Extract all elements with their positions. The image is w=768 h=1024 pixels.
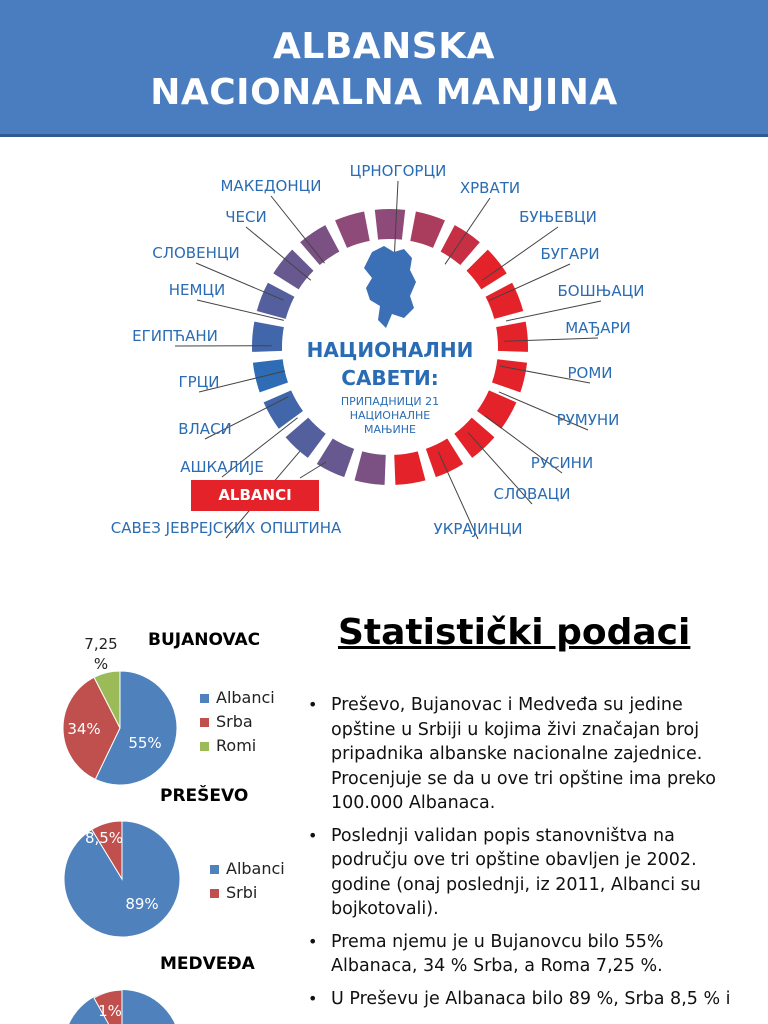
header-title-line1: ALBANSKA: [273, 26, 495, 67]
albanci-highlight-label: ALBANCI: [191, 480, 319, 511]
ring-segment: [264, 390, 303, 428]
center-title-line2: САВЕТИ:: [341, 366, 439, 390]
bullet-item: [306, 693, 736, 816]
data-label: 8,5%: [84, 829, 124, 847]
legend-item: [200, 686, 275, 710]
legend-label: Romi: [216, 736, 257, 755]
albanci-leader-line: [300, 462, 326, 478]
legend-label: Albanci: [226, 859, 285, 878]
ring-segment: [375, 209, 405, 240]
ring-segment: [454, 418, 494, 458]
minority-label: ВЛАСИ: [178, 420, 232, 438]
legend-presevo: [210, 857, 285, 905]
chart-title-presevo: PREŠEVO: [160, 786, 249, 806]
legend-label: Srba: [216, 712, 253, 731]
ring-segment: [317, 439, 354, 478]
legend-label: Srbi: [226, 883, 258, 902]
data-label-romi: 7,25 %: [84, 635, 118, 673]
minority-label: ГРЦИ: [178, 373, 220, 391]
minority-label: БОШЊАЦИ: [557, 282, 645, 300]
data-label: 55%: [128, 734, 162, 752]
bullet-icon: •: [308, 988, 318, 1008]
legend-item: [200, 734, 275, 758]
minority-label: МАКЕДОНЦИ: [220, 177, 322, 195]
legend-item: [200, 710, 275, 734]
legend-item: [210, 881, 285, 905]
center-subtitle-line2: НАЦИОНАЛНЕ: [349, 409, 431, 422]
ring-segment: [300, 225, 339, 265]
ring-segment: [477, 390, 516, 428]
bullet-text: Poslednji validan popis stanovništva na području ove tri opštine obavljen je 2002. godine (onaj poslednji, iz 2011, Albanci su bojkotovali).: [331, 825, 701, 919]
chart-title-medvedja: MEDVEĐA: [160, 954, 255, 974]
bullet-icon: •: [308, 931, 318, 951]
label-leader-line: [271, 196, 325, 263]
pie-chart-medvedja: [62, 988, 182, 1024]
stats-bullet-list: [306, 693, 736, 1019]
minority-label: НЕМЦИ: [168, 281, 226, 299]
center-subtitle-line3: МАЊИНЕ: [364, 423, 416, 436]
minority-label: ЦРНОГОРЦИ: [349, 162, 447, 180]
pie-chart-bujanovac: [60, 670, 180, 790]
ring-segment: [253, 359, 288, 392]
ring-segment: [492, 359, 527, 392]
ring-segment: [286, 418, 326, 458]
chart-title-bujanovac: BUJANOVAC: [148, 630, 261, 650]
bullet-text: Preševo, Bujanovac i Medveđa su jedine opštine u Srbiji u kojima živi značajan broj pripadnika albanske nacionalne zajednice. Procenjuje se da u ove tri opštine ima preko 100.000 Albanaca.: [331, 695, 716, 813]
ring-segment: [496, 322, 528, 352]
data-label: 1%: [98, 1002, 122, 1020]
legend-swatch: [200, 694, 209, 703]
header-banner: [0, 0, 768, 137]
ring-segment: [426, 439, 463, 478]
ring-segment: [394, 451, 425, 485]
data-label: 34%: [67, 720, 101, 738]
minority-label: БУЊЕВЦИ: [519, 208, 597, 226]
bullet-item: [306, 987, 736, 1012]
ring-segment: [441, 225, 480, 265]
ring-segment: [257, 283, 295, 319]
minority-label: САВЕЗ ЈЕВРЕЈСКИХ ОПШТИНА: [110, 519, 342, 537]
bullet-icon: •: [308, 695, 318, 714]
legend-swatch: [200, 742, 209, 751]
bullet-item: [306, 930, 736, 979]
minority-label: РОМИ: [567, 364, 613, 382]
legend-swatch: [210, 889, 219, 898]
bullet-icon: •: [308, 825, 318, 845]
pie-chart-presevo: [62, 819, 182, 939]
header-title-line2: NACIONALNA MANJINA: [150, 72, 618, 113]
minority-label: ЕГИПЋАНИ: [132, 327, 218, 345]
national-councils-infographic: [0, 140, 768, 560]
bullet-text: U Preševu je Albanaca bilo 89 %, Srba 8,5 % i: [331, 988, 731, 1009]
legend-swatch: [200, 718, 209, 727]
minority-label: АШКАЛИЈЕ: [180, 458, 264, 476]
stats-title: Statistički podaci: [338, 612, 691, 653]
bullet-item: [306, 824, 736, 922]
data-label: 89%: [125, 895, 159, 913]
legend-item: [210, 857, 285, 881]
ring-segment: [273, 250, 313, 290]
ring-segment: [335, 211, 370, 247]
minority-label: РУМУНИ: [556, 411, 620, 429]
bullet-text: Prema njemu je u Bujanovcu bilo 55% Albanaca, 34 % Srba, a Roma 7,25 %.: [331, 931, 664, 976]
minority-label: БУГАРИ: [540, 245, 600, 263]
minority-label: УКРАЈИНЦИ: [433, 520, 523, 538]
minority-label: ХРВАТИ: [459, 179, 521, 197]
minority-label: ЧЕСИ: [225, 208, 267, 226]
legend-bujanovac: [200, 686, 275, 758]
minority-label: МАЂАРИ: [565, 319, 631, 337]
legend-swatch: [210, 865, 219, 874]
center-title-line1: НАЦИОНАЛНИ: [306, 338, 474, 362]
legend-label: Albanci: [216, 688, 275, 707]
ring-segment: [355, 451, 386, 485]
center-subtitle-line1: ПРИПАДНИЦИ 21: [340, 395, 440, 408]
ring-segment: [252, 322, 284, 352]
serbia-map-icon: [364, 246, 416, 328]
minority-label: СЛОВЕНЦИ: [152, 244, 240, 262]
minority-label: СЛОВАЦИ: [493, 485, 571, 503]
minority-label: РУСИНИ: [530, 454, 594, 472]
ring-segment: [410, 211, 445, 247]
ring-segment: [467, 250, 507, 290]
